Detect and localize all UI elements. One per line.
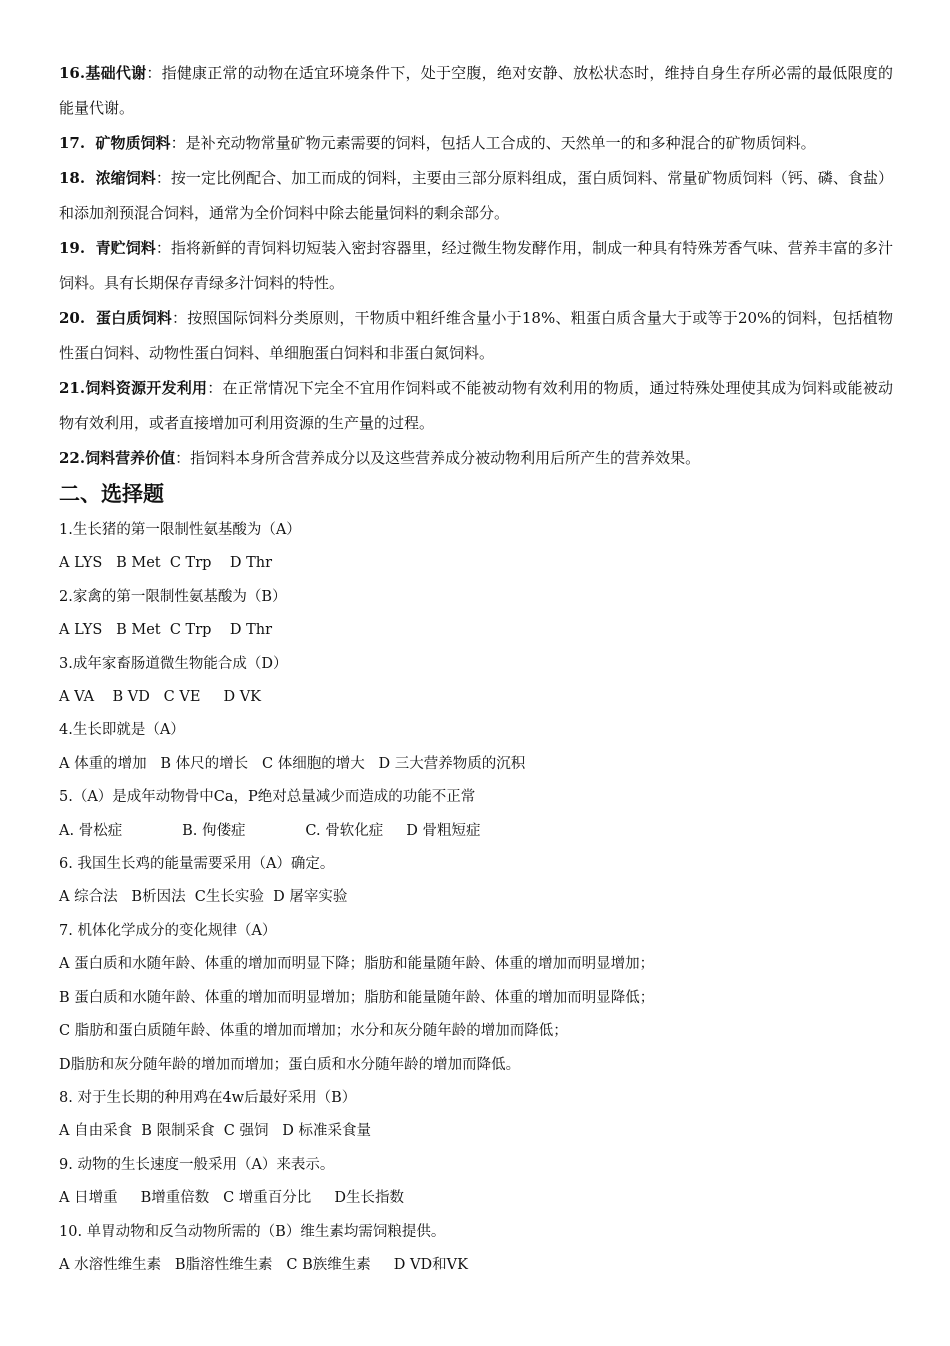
definition-text: ：在正常情况下完全不宜用作饲料或不能被动物有效利用的物质，通过特殊处理使其成为饲料或能被动物有效利用，或者直接增加可利用资源的生产量的过程。 bbox=[59, 379, 893, 432]
option-7b: B 蛋白质和水随年龄、体重的增加而明显增加；脂肪和能量随年龄、体重的增加而明显降低； bbox=[59, 989, 655, 1006]
options-6: A 综合法 B析因法 C生长实验 D 屠宰实验 bbox=[59, 889, 348, 906]
definition-text: ：按照国际饲料分类原则，干物质中粗纤维含量小于18%、粗蛋白质含量大于或等于20%的饲料，包括植物性蛋白饲料、动物性蛋白饲料、单细胞蛋白饲料和非蛋白氮饲料。 bbox=[59, 309, 893, 362]
options-3: A VA B VD C VE D VK bbox=[59, 689, 262, 706]
definition-22 bbox=[59, 441, 893, 476]
question-8: 8. 对于生长期的种用鸡在4w后最好采用（B） bbox=[59, 1089, 357, 1106]
option-7d: D脂肪和灰分随年龄的增加而增加；蛋白质和水分随年龄的增加而降低。 bbox=[59, 1056, 521, 1073]
question-6: 6. 我国生长鸡的能量需要采用（A）确定。 bbox=[59, 856, 335, 873]
options-4: A 体重的增加 B 体尺的增长 C 体细胞的增大 D 三大营养物质的沉积 bbox=[59, 755, 526, 772]
definition-number: 17. bbox=[59, 134, 96, 152]
definition-20 bbox=[59, 301, 893, 371]
definition-term: 基础代谢 bbox=[85, 64, 147, 82]
definition-number: 19. bbox=[59, 239, 96, 257]
definition-number: 22. bbox=[59, 449, 86, 467]
options-8: A 自由采食 B 限制采食 C 强饲 D 标准采食量 bbox=[59, 1123, 372, 1140]
options-10: A 水溶性维生素 B脂溶性维生素 C B族维生素 D VD和VK bbox=[59, 1256, 468, 1273]
definition-term: 浓缩饲料 bbox=[95, 169, 156, 187]
definition-text: ：指健康正常的动物在适宜环境条件下，处于空腹，绝对安静、放松状态时，维持自身生存所必需的最低限度的能量代谢。 bbox=[59, 64, 893, 117]
definition-term: 青贮饲料 bbox=[95, 239, 156, 257]
question-1: 1.生长猪的第一限制性氨基酸为（A） bbox=[59, 522, 301, 538]
definition-number: 16. bbox=[59, 64, 86, 82]
section-title: 二、选择题 bbox=[59, 482, 164, 506]
definition-term: 饲料资源开发利用 bbox=[85, 379, 208, 397]
definition-17 bbox=[59, 126, 893, 161]
options-5: A. 骨松症 B. 佝偻症 C. 骨软化症 D 骨粗短症 bbox=[59, 822, 481, 839]
question-5: 5.（A）是成年动物骨中Ca，P绝对总量减少而造成的功能不正常 bbox=[59, 789, 476, 806]
question-4: 4.生长即就是（A） bbox=[59, 722, 185, 739]
options-2: A LYS B Met C Trp D Thr bbox=[59, 622, 273, 639]
option-7a: A 蛋白质和水随年龄、体重的增加而明显下降；脂肪和能量随年龄、体重的增加而明显增加； bbox=[59, 956, 655, 973]
definition-number: 18. bbox=[59, 169, 96, 187]
definition-text: ：是补充动物常量矿物元素需要的饲料，包括人工合成的、天然单一的和多种混合的矿物质饲料。 bbox=[170, 134, 816, 152]
definition-21 bbox=[59, 371, 893, 441]
definition-text: ：指将新鲜的青饲料切短装入密封容器里，经过微生物发酵作用，制成一种具有特殊芳香气味、营养丰富的多汁饲料。具有长期保存青绿多汁饲料的特性。 bbox=[59, 239, 893, 292]
question-3: 3.成年家畜肠道微生物能合成（D） bbox=[59, 655, 288, 672]
definition-term: 饲料营养价值 bbox=[85, 449, 176, 467]
question-2: 2.家禽的第一限制性氨基酸为（B） bbox=[59, 588, 287, 605]
definition-16 bbox=[59, 56, 893, 126]
definition-19 bbox=[59, 231, 893, 301]
question-7: 7. 机体化学成分的变化规律（A） bbox=[59, 922, 277, 939]
definition-number: 21. bbox=[59, 379, 86, 397]
definition-text: ：按一定比例配合、加工而成的饲料，主要由三部分原料组成，蛋白质饲料、常量矿物质饲料（钙、磷、食盐）和添加剂预混合饲料，通常为全价饲料中除去能量饲料的剩余部分。 bbox=[59, 169, 893, 222]
option-7c: C 脂肪和蛋白质随年龄、体重的增加而增加；水分和灰分随年龄的增加而降低； bbox=[59, 1023, 568, 1040]
options-1: A LYS B Met C Trp D Thr bbox=[59, 555, 273, 572]
definition-text: ：指饲料本身所含营养成分以及这些营养成分被动物利用后所产生的营养效果。 bbox=[175, 449, 701, 467]
definitions-list bbox=[59, 56, 893, 476]
definition-18 bbox=[59, 161, 893, 231]
options-9: A 日增重 B增重倍数 C 增重百分比 D生长指数 bbox=[59, 1190, 404, 1207]
definition-term: 矿物质饲料 bbox=[95, 134, 171, 152]
definition-number: 20. bbox=[59, 309, 96, 327]
question-list bbox=[59, 514, 893, 1282]
question-10: 10. 单胃动物和反刍动物所需的（B）维生素均需饲粮提供。 bbox=[59, 1223, 446, 1240]
question-9: 9. 动物的生长速度一般采用（A）来表示。 bbox=[59, 1156, 335, 1173]
definition-term: 蛋白质饲料 bbox=[95, 309, 173, 327]
